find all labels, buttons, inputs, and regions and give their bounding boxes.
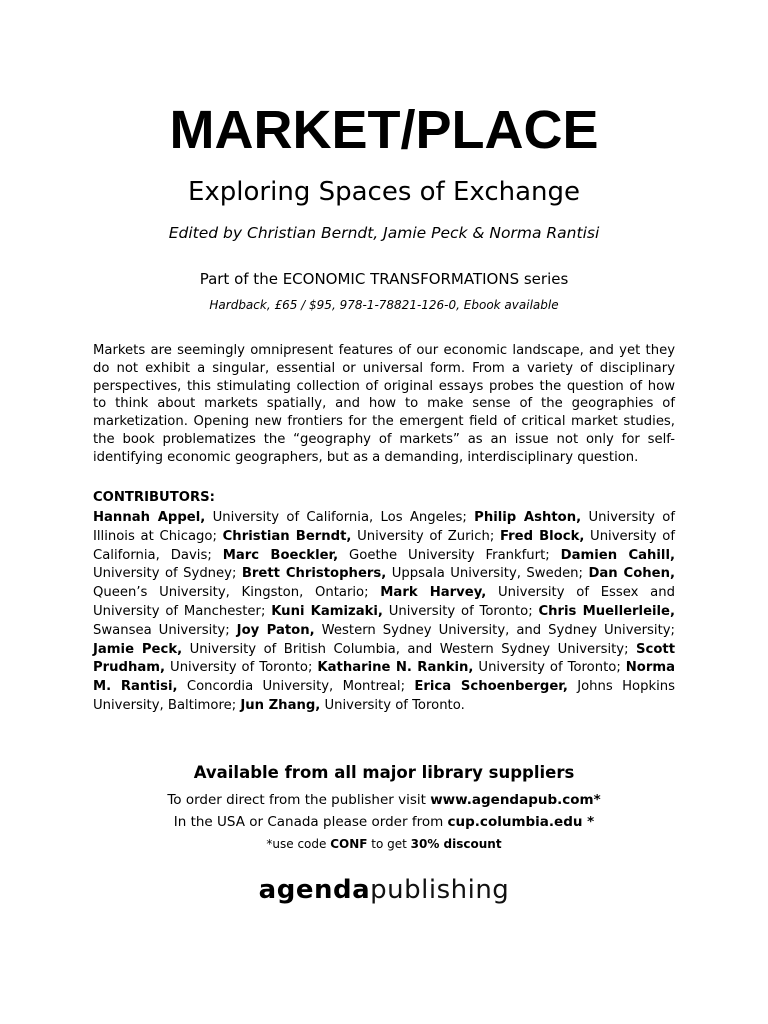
contributor-name: Scott Prudham, — [93, 641, 676, 676]
pricing-line: Hardback, £65 / $95, 978-1-78821-126-0, Ebook available — [209, 298, 559, 312]
publisher-logo — [0, 871, 768, 909]
contributor-name: Kuni Kamizaki, — [271, 603, 383, 619]
contributor-affiliation: Swansea University; — [93, 622, 237, 638]
contributor-affiliation: University of Toronto; — [165, 660, 318, 676]
logo-agenda: agenda — [258, 875, 371, 905]
discount-prefix: *use code — [266, 837, 331, 851]
order-usa-prefix: In the USA or Canada please order from — [173, 814, 448, 830]
series-line: Part of the ECONOMIC TRANSFORMATIONS series — [199, 270, 569, 288]
contributors-list — [93, 509, 675, 716]
contributor-name: Christian Berndt, — [222, 528, 352, 544]
contributor-name: Brett Christophers, — [241, 566, 387, 582]
order-direct-line — [0, 789, 768, 811]
contributor-affiliation: University of California, Los Angeles; — [205, 510, 475, 525]
discount-middle: to get — [367, 837, 411, 851]
contributor-affiliation: Uppsala University, Sweden; — [386, 566, 589, 582]
editors-line: Edited by Christian Berndt, Jamie Peck & Norma Rantisi — [168, 224, 600, 242]
contributor-name: Hannah Appel, — [93, 510, 206, 525]
contributor-affiliation: University of Sydney; — [93, 566, 242, 582]
contributor-affiliation: Concordia University, Montreal; — [177, 679, 415, 695]
discount-amount: 30% discount — [410, 837, 502, 851]
contributor-name: Fred Block, — [499, 528, 585, 544]
publisher-link[interactable]: www.agendapub.com* — [430, 792, 601, 808]
contributor-affiliation: Goethe University Frankfurt; — [338, 547, 561, 563]
discount-code: CONF — [330, 837, 368, 851]
contributor-affiliation: University of British Columbia, and Western Sydney University; — [182, 641, 637, 657]
contributor-name: Norma M. Rantisi, — [93, 660, 676, 695]
contributor-affiliation: University of Toronto; — [382, 603, 539, 619]
contributor-name: Damien Cahill, — [560, 547, 675, 563]
contributor-name: Mark Harvey, — [380, 585, 487, 601]
contributor-affiliation: University of Essex and University of Manchester; — [93, 585, 675, 619]
contributor-affiliation: University of Zurich; — [351, 528, 500, 544]
order-usa-line — [0, 811, 768, 833]
contributor-name: Dan Cohen, — [588, 566, 675, 582]
contributor-name: Erica Schoenberger, — [414, 679, 568, 695]
contributor-name: Chris Muellerleile, — [538, 603, 676, 619]
contributor-name: Philip Ashton, — [474, 510, 582, 525]
availability-heading: Available from all major library suppliers — [193, 763, 575, 782]
contributor-affiliation: Johns Hopkins University, Baltimore; — [93, 679, 675, 713]
contributor-name: Katharine N. Rankin, — [317, 660, 474, 676]
contributor-affiliation: Western Sydney University, and Sydney University; — [314, 622, 675, 638]
book-description: Markets are seemingly omnipresent features of our economic landscape, and yet they do not exhibit a singular, essential or universal form. From a variety of disciplinary perspectives, this stimulating collection of original essays probes the question of how to think about markets spatially, and how to make sense of the geographies of marketization. Opening new frontiers for the emergent field of critical market studies, the book problematizes the “geography of markets” as an issue not only for self-identifying economic geographers, but as a demanding, interdisciplinary question. — [93, 343, 675, 465]
discount-line — [0, 834, 768, 854]
book-title: MARKET/PLACE — [169, 100, 599, 160]
contributor-affiliation: University of Toronto; — [473, 660, 626, 676]
contributor-affiliation: University of Illinois at Chicago; — [93, 510, 675, 544]
contributor-affiliation: University of Toronto. — [320, 697, 465, 713]
order-direct-prefix: To order direct from the publisher visit — [167, 792, 431, 808]
book-subtitle: Exploring Spaces of Exchange — [187, 177, 581, 207]
contributors-heading: CONTRIBUTORS: — [93, 490, 215, 505]
contributor-name: Jun Zhang, — [240, 697, 321, 713]
contributor-name: Marc Boeckler, — [222, 547, 339, 563]
logo-publishing: publishing — [370, 875, 510, 905]
contributor-name: Jamie Peck, — [93, 641, 183, 657]
contributor-affiliation: University of California, Davis; — [93, 528, 675, 563]
contributor-affiliation: Queen’s University, Kingston, Ontario; — [93, 585, 381, 601]
contributor-name: Joy Paton, — [236, 622, 315, 638]
columbia-link[interactable]: cup.columbia.edu * — [447, 814, 595, 830]
